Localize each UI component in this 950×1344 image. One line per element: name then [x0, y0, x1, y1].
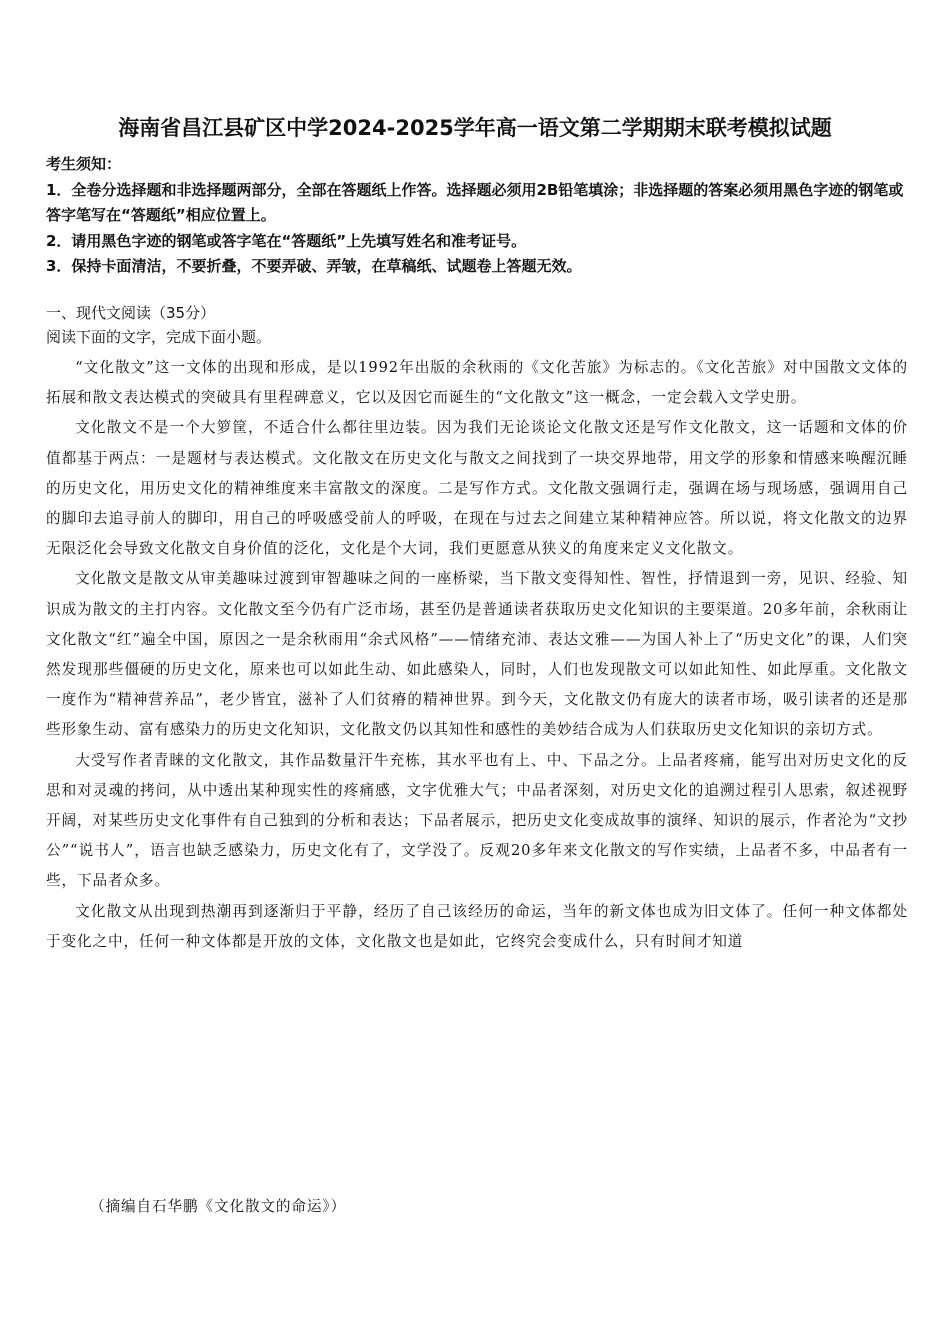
section-instruction: 阅读下面的文字，完成下面小题。	[46, 328, 272, 346]
passage-source: （摘编自石华鹏《文化散文的命运》）	[90, 1198, 347, 1215]
exam-title: 海南省昌江县矿区中学2024-2025学年高一语文第二学期期末联考模拟试题	[118, 116, 832, 140]
reading-passage	[46, 353, 908, 957]
passage-paragraph: “文化散文”这一文体的出现和形成，是以1992年出版的余秋雨的《文化苦旅》为标志的。《文化苦旅》对中国散文文体的拓展和散文表达模式的突破具有里程碑意义，它以及因它而诞生的“文化散文”这一概念，一定会载入文学史册。	[46, 359, 908, 407]
passage-paragraph: 大受写作者青睐的文化散文，其作品数量汗牛充栋，其水平也有上、中、下品之分。上品者疼痛，能写出对历史文化的反思和对灵魂的拷问，从中透出某种现实性的疼痛感，文字优雅大气；中品者深刻，对历史文化的追溯过程引人思索，叙述视野开阔，对某些历史文化事件有自己独到的分析和表达；下品者展示，把历史文化变成故事的演绎、知识的展示，作者沦为“文抄公”“说书人”，语言也缺乏感染力，历史文化有了，文学没了。反观20多年来文化散文的写作实绩，上品者不多，中品者有一些，下品者众多。	[46, 751, 908, 890]
notice-item: 1．全卷分选择题和非选择题两部分，全部在答题纸上作答。选择题必须用2B铅笔填涂；非选择题的答案必须用黑色字迹的钢笔或答字笔写在“答题纸”相应位置上。	[46, 180, 904, 224]
notice-item: 2．请用黑色字迹的钢笔或答字笔在“答题纸”上先填写姓名和准考证号。	[46, 231, 527, 250]
passage-paragraph: 文化散文不是一个大箩筐，不适合什么都往里边装。因为我们无论谈论文化散文还是写作文化散文，这一话题和文体的价值都基于两点：一是题材与表达模式。文化散文在历史文化与散文之间找到了一块交界地带，用文学的形象和情感来唤醒沉睡的历史文化，用历史文化的精神维度来丰富散文的深度。二是写作方式。文化散文强调行走，强调在场与现场感，强调用自己的脚印去追寻前人的脚印，用自己的呼吸感受前人的呼吸，在现在与过去之间建立某种精神应答。所以说，将文化散文的边界无限泛化会导致文化散文自身价值的泛化，文化是个大词，我们更愿意从狭义的角度来定义文化散文。	[46, 419, 908, 558]
candidate-notice	[46, 152, 908, 280]
passage-paragraph: 文化散文是散文从审美趣味过渡到审智趣味之间的一座桥梁，当下散文变得知性、智性，抒情退到一旁，见识、经验、知识成为散文的主打内容。文化散文至今仍有广泛市场，甚至仍是普通读者获取历史文化知识的主要渠道。20多年前，余秋雨让文化散文“红”遍全中国，原因之一是余秋雨用“余式风格”——情绪充沛、表达文雅——为国人补上了“历史文化”的课，人们突然发现那些僵硬的历史文化，原来也可以如此生动、如此感染人，同时，人们也发现散文可以如此知性、如此厚重。文化散文一度作为“精神营养品”，老少皆宜，滋补了人们贫瘠的精神世界。到今天，文化散文仍有庞大的读者市场，吸引读者的还是那些形象生动、富有感染力的历史文化知识，文化散文仍以其知性和感性的美妙结合成为人们获取历史文化知识的亲切方式。	[46, 570, 908, 739]
notice-heading: 考生须知：	[46, 155, 122, 173]
passage-paragraph: 文化散文从出现到热潮再到逐渐归于平静，经历了自己该经历的命运，当年的新文体也成为旧文体了。任何一种文体都处于变化之中，任何一种文体都是开放的文体，文化散文也是如此，它终究会变成什么，只有时间才知道	[46, 902, 908, 950]
section-heading: 一、现代文阅读（35分）	[46, 304, 216, 322]
notice-item: 3．保持卡面清洁，不要折叠，不要弄破、弄皱，在草稿纸、试题卷上答题无效。	[46, 257, 582, 275]
